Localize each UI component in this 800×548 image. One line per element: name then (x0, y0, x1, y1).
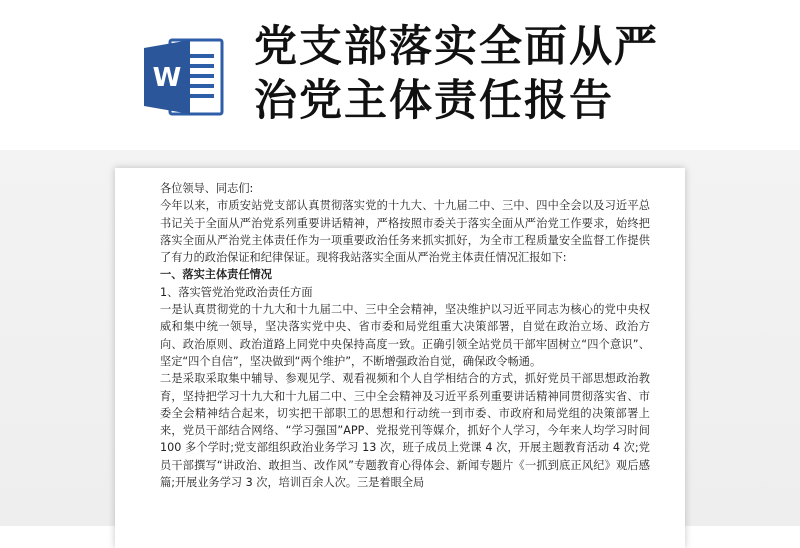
salutation: 各位领导、同志们: (160, 182, 254, 195)
paragraph-two: 二是采取采取集中辅导、参观见学、观看视频和个人自学相结合的方式，抓好党员干部思想政治教育，坚持把学习十九大和十九届二中、三中全会精神及习近平系列重要讲话精神同贯彻落实省、市委全会精神结合起来，切实把干部职工的思想和行动统一到市委、市政府和局党组的决策部署上来，党员干部结合网络、“学习强国”APP、党报党刊等媒介，抓好个人学习，今年来人均学习时间 100 多个学时;党支部组织政治业务学习 13 次，班子成员上党课 4 次，开展主题教育活动 4 次;党员干部撰写“讲政治、敢担当、改作风”专题教育心得体会、新闻专题片《一抓到底正风纪》观后感篇;开展业务学习 3 次，培训百余人次。三是着眼全局 (160, 372, 650, 490)
title-line-1: 党支部落实全面从严 (254, 22, 659, 72)
title-line-2: 治党主体责任报告 (254, 76, 614, 126)
header-banner (0, 0, 800, 150)
svg-text:W: W (152, 63, 182, 93)
paragraph-one: 一是认真贯彻党的十九大和十九届二中、三中全会精神，坚决维护以习近平同志为核心的党中央权威和集中统一领导，坚决落实党中央、省市委和局党组重大决策部署，自觉在政治立场、政治方向、政治原则、政治道路上同党中央保持高度一致。正确引领全站党员干部牢固树立“四个意识”、坚定“四个自信”，坚决做到“两个维护”，不断增强政治自觉，确保政令畅通。 (160, 303, 650, 368)
document-body (160, 180, 650, 491)
word-document-icon (140, 34, 226, 120)
intro-paragraph: 今年以来，市质安站党支部认真贯彻落实党的十九大、十九届二中、三中、四中全会以及习近平总书记关于全面从严治党系列重要讲话精神，严格按照市委关于落实全面从严治党工作要求，始终把落实全面从严治党主体责任作为一项重要政治任务来抓实抓好，为全市工程质量安全监督工作提供了有力的政治保证和纪律保证。现将我站落实全面从严治党主体责任情况汇报如下: (160, 199, 650, 265)
section-heading: 一、落实主体责任情况 (160, 268, 272, 282)
page-title (254, 20, 774, 128)
subsection-heading: 1、落实管党治党政治责任方面 (160, 285, 313, 299)
